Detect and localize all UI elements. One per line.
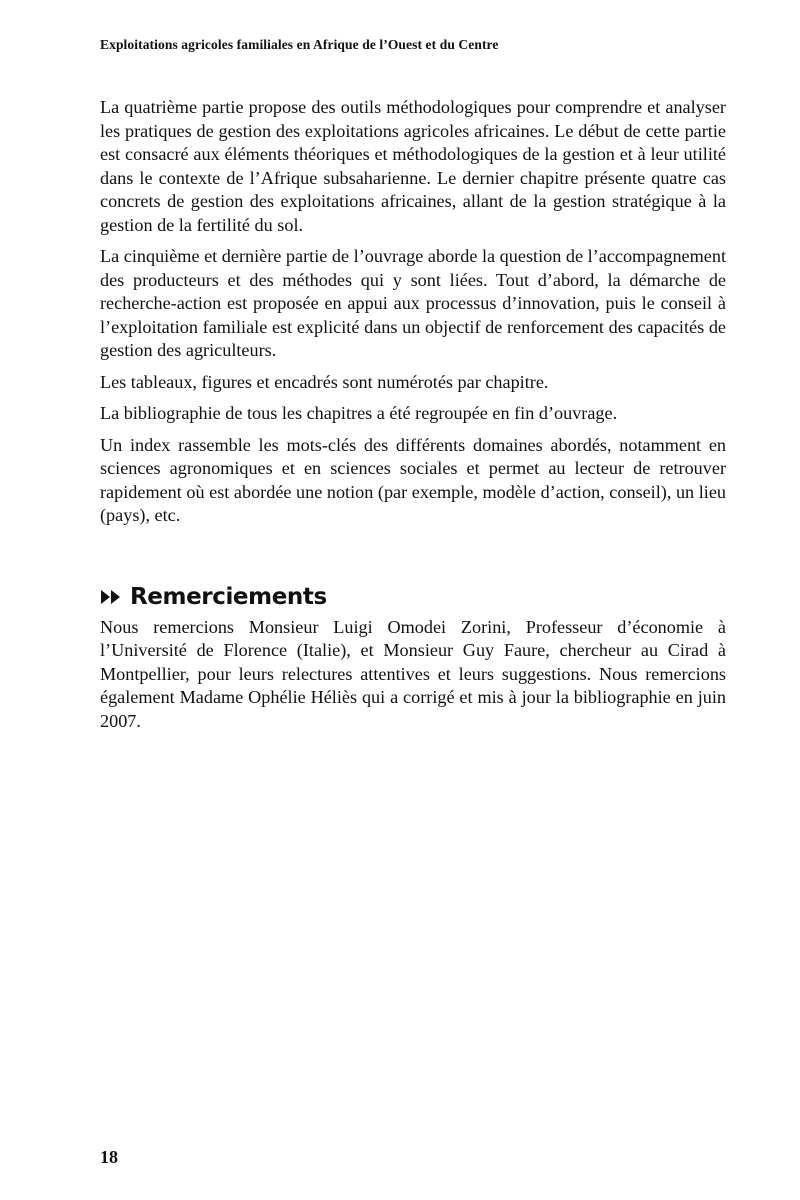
paragraph-index-note: Un index rassemble les mots-clés des différents domaines abordés, notamment en sciences agronomiques et en sciences sociales et permet au lecteur de retrouver rapidement où est abordée une notion (par exemple, modèle d’action, conseil), un lieu (pays), etc. [100,434,726,525]
paragraph-part-four: La quatrième partie propose des outils méthodologiques pour comprendre et analyser les pratiques de gestion des exploitations agricoles africaines. Le début de cette partie est consacré aux éléments théoriques et méthodologiques de la gestion et à leur utilité dans le contexte de l’Afrique subsaharienne. Le dernier chapitre présente quatre cas concrets de gestion des exploitations africaines, allant de la gestion stratégique à la gestion de la fertilité du sol. [100,97,726,235]
acknowledgements-paragraph: Nous remercions Monsieur Luigi Omodei Zorini, Professeur d’économie à l’Université de Florence (Italie), et Monsieur Guy Faure, chercheur au Cirad à Montpellier, pour leurs relectures attentives et leurs suggestions. Nous remercions également Madame Ophélie Héliès qui a corrigé et mis à jour la bibliographie en juin 2007. [100,616,726,731]
page-number: 18 [100,1147,118,1167]
paragraph-numbering-note: Les tableaux, figures et encadrés sont numérotés par chapitre. [100,371,549,392]
paragraph-part-five: La cinquième et dernière partie de l’ouvrage aborde la question de l’accompagnement des producteurs et des méthodes qui y sont liées. Tout d’abord, la démarche de recherche-action est proposée en appui aux processus d’innovation, puis le conseil à l’exploitation familiale est explicité dans un objectif de renforcement des capacités de gestion des agriculteurs. [100,246,726,360]
section-heading-remerciements [100,582,726,612]
section-title: Remerciements [130,583,327,610]
running-header: Exploitations agricoles familiales en Afrique de l’Ouest et du Centre [100,37,499,52]
paragraph-bibliography-note: La bibliographie de tous les chapitres a été regroupée en fin d’ouvrage. [100,403,618,423]
double-arrow-right-icon [100,589,122,605]
page-body [100,96,726,741]
